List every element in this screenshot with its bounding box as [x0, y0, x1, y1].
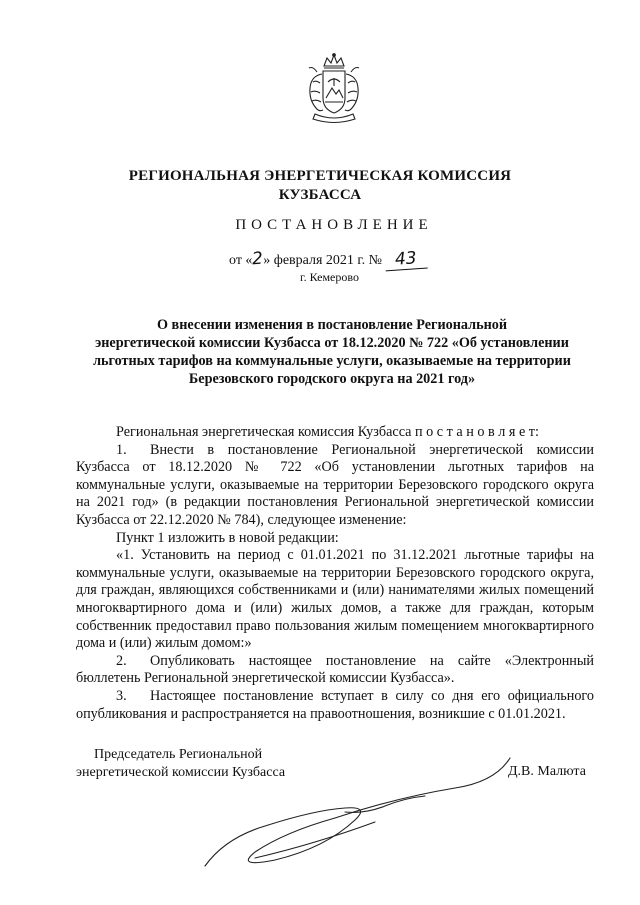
quoted-paragraph: «1. Установить на период с 01.01.2021 по 31.12.2021 льготные тарифы на коммунальные услуги, оказываемые на территории Березовского городского округа, для граждан, являющихся собственниками и (или) нанимателями жилых помещений многоквартирного дома и (или) жилых домов, а также для граждан, которым собственник предоставил право пользования жилым помещением многоквартирного дома и (или) жилым домом:»	[76, 547, 594, 652]
item-text: Настоящее постановление вступает в силу со дня его официального опубликования и распространяется на правоотношения, возникшие с 01.01.2021.	[76, 687, 594, 722]
subject-line: льготных тарифов на коммунальные услуги, оказываемые на территории	[93, 353, 571, 369]
item-number: 1.	[116, 441, 127, 458]
item-2-paragraph	[76, 653, 594, 688]
signatory-name: Д.В. Малюта	[508, 764, 586, 779]
item-3-paragraph	[76, 688, 594, 723]
position-line: Председатель Региональной	[94, 747, 263, 762]
item-text: Внести в постановление Региональной энергетической комиссии Кузбасса от 18.12.2020 № 722 «Об установлении льготных тарифов на коммунальные услуги, оказываемые на территории Березовского городского округа на 2021 год» (в редакции постановления Региональной энергетической комиссии Кузбасса от 22.12.2020 № 784), следующее изменение:	[76, 441, 594, 528]
item-text: Опубликовать настоящее постановление на сайте «Электронный бюллетень Региональной энергетической комиссии Кузбасса».	[76, 652, 594, 687]
coat-of-arms-emblem	[303, 52, 365, 126]
intro-paragraph: Региональная энергетическая комиссия Кузбасса п о с т а н о в л я е т:	[116, 424, 539, 440]
document-type-title: ПОСТАНОВЛЕНИЕ	[235, 217, 433, 233]
handwritten-signature	[195, 748, 515, 878]
item-number: 3.	[116, 687, 127, 704]
organization-name-line1: РЕГИОНАЛЬНАЯ ЭНЕРГЕТИЧЕСКАЯ КОМИССИЯ	[128, 168, 512, 184]
position-line: энергетической комиссии Кузбасса	[76, 765, 286, 780]
handwritten-number: 43	[385, 248, 428, 272]
date-prefix: от «	[229, 253, 253, 268]
document-subject	[72, 316, 592, 388]
point-1-label: Пункт 1 изложить в новой редакции:	[116, 529, 339, 546]
subject-line: Березовского городского округа на 2021 год»	[188, 371, 476, 387]
date-middle: » февраля 2021 г. №	[263, 253, 382, 268]
handwritten-day: 2	[251, 248, 264, 270]
subject-line: энергетической комиссии Кузбасса от 18.12.2020 № 722 «Об установлении	[95, 335, 569, 351]
item-number: 2.	[116, 652, 127, 669]
date-line	[229, 249, 427, 270]
subject-line: О внесении изменения в постановление Региональной	[156, 317, 508, 333]
city-label: г. Кемерово	[300, 270, 359, 284]
organization-name-line2: КУЗБАССА	[278, 187, 362, 203]
document-body	[76, 424, 594, 723]
item-1-paragraph	[76, 442, 594, 530]
